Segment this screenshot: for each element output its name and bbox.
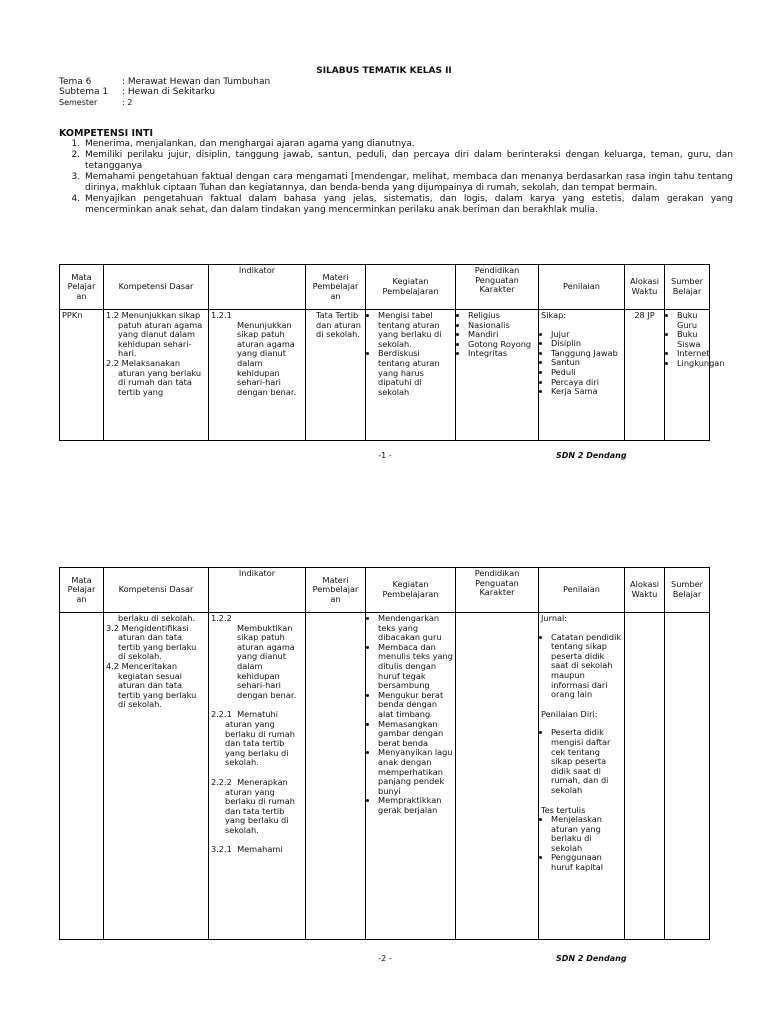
mata-pelajaran-cell: PPKn bbox=[60, 310, 104, 441]
kegiatan-item: • Membaca dan menulis teks yang ditulis dengan huruf tegak bersambung bbox=[378, 643, 453, 691]
kegiatan-cell bbox=[366, 613, 456, 940]
tema-row bbox=[59, 77, 270, 87]
mata-pelajaran-cell bbox=[60, 613, 104, 940]
sumber-item: • Buku Siswa bbox=[677, 330, 707, 349]
karakter-item: • Integritas bbox=[468, 349, 536, 359]
indikator-item bbox=[211, 710, 303, 768]
table-row bbox=[60, 613, 710, 940]
pendidikan-karakter-cell bbox=[456, 310, 539, 441]
kegiatan-item: • Mengisi tabel tentang aturan yang berlaku di sekolah. bbox=[378, 311, 453, 349]
jurnal-item: • Catatan pendidik tentang sikap peserta didik saat di sekolah maupun informasi dari orang lain bbox=[551, 633, 622, 700]
materi-cell bbox=[306, 613, 366, 940]
indikator-item bbox=[211, 778, 303, 836]
tema-label: Tema 6 bbox=[59, 77, 92, 87]
indikator-number: 1.2.2 bbox=[211, 613, 232, 623]
kd-item: 3.2 Mengidentifikasi aturan dan tata tertib yang berlaku di sekolah. bbox=[106, 622, 197, 662]
kegiatan-item: • Mengukur berat benda dengan alat timbang bbox=[378, 691, 453, 720]
indikator-number: 3.2.1 bbox=[211, 844, 232, 855]
materi-cell: Tata Tertib dan aturan di sekolah. bbox=[306, 310, 366, 441]
kompetensi-dasar-cell bbox=[104, 310, 209, 441]
sumber-cell bbox=[665, 310, 725, 441]
col-sumber: Sumber Belajar bbox=[665, 568, 710, 613]
indikator-text: Menerapkan aturan yang berlaku di rumah dan tata tertib yang berlaku di sekolah. bbox=[225, 776, 295, 835]
table-row bbox=[60, 310, 710, 441]
pendidikan-karakter-cell bbox=[456, 613, 539, 940]
syllabus-table-page-1 bbox=[59, 264, 725, 441]
col-penilaian: Penilaian bbox=[539, 265, 625, 310]
kegiatan-item: • Berdiskusi tentang aturan yang harus dipatuhi di sekolah bbox=[378, 349, 453, 397]
penilaian-item: • Tanggung Jawab bbox=[551, 349, 622, 359]
ki-item: 3. Memahami pengetahuan faktual dengan cara mengamati [mendengar, melihat, membaca dan menanya berdasarkan rasa ingin tahu tentang dirinya, makhluk ciptaan Tuhan dan kegiatannya, dan benda-benda yang dijumpainya di rumah, sekolah, dan tempat bermain. bbox=[83, 172, 733, 194]
kd-item: 2.2 Melaksanakan aturan yang berlaku di rumah dan tata tertib yang bbox=[106, 357, 202, 397]
karakter-item: • Mandiri bbox=[468, 330, 536, 340]
col-kompetensi-dasar: Kompetensi Dasar bbox=[104, 568, 209, 613]
col-materi: Materi Pembelajar an bbox=[306, 568, 366, 613]
tes-tertulis-item: • Penggunaan huruf kapital bbox=[551, 853, 622, 872]
indikator-cell bbox=[209, 613, 306, 940]
table-header-row bbox=[60, 568, 710, 613]
indikator-item bbox=[211, 845, 303, 855]
kd-item: 1.2 Menunjukkan sikap patuh aturan agama yang dianut dalam kehidupan sehari-hari. bbox=[106, 310, 203, 359]
tema-value: : Merawat Hewan dan Tumbuhan bbox=[122, 77, 271, 87]
kd-continued: berlaku di sekolah. bbox=[118, 613, 196, 623]
penilaian-item: • Jujur bbox=[551, 330, 622, 340]
col-materi: Materi Pembelajar an bbox=[306, 265, 366, 310]
alokasi-cell: 28 JP bbox=[625, 310, 665, 441]
subtema-label: Subtema 1 bbox=[59, 87, 109, 97]
indikator-text: Menunjukkan sikap patuh aturan agama yang dianut dalam kehidupan sehari-hari dengan benar. bbox=[237, 319, 297, 397]
kegiatan-item: • Mempraktikkan gerak berjalan bbox=[378, 796, 453, 815]
col-kegiatan: Kegiatan Pembelajaran bbox=[366, 568, 456, 613]
indikator-number: 2.2.1 bbox=[211, 709, 232, 720]
ki-item: 2. Memiliki perilaku jujur, disiplin, tanggung jawab, santun, peduli, dan percaya diri dalam berinteraksi dengan keluarga, teman, guru, dan tetangganya bbox=[83, 150, 733, 172]
sumber-item: • Lingkungan bbox=[677, 359, 707, 369]
karakter-item: • Religius bbox=[468, 311, 536, 321]
indikator-number: 2.2.2 bbox=[211, 776, 232, 787]
indikator-text: Membuktikan sikap patuh aturan agama yang dianut dalam kehidupan sehari-hari dengan benar. bbox=[237, 622, 297, 700]
col-alokasi: Alokasi Waktu bbox=[625, 568, 665, 613]
karakter-item: • Nasionalis bbox=[468, 321, 536, 331]
penilaian-heading: Sikap: bbox=[541, 310, 567, 320]
col-pendidikan-karakter: Pendidikan Penguatan Karakter bbox=[456, 265, 539, 310]
indikator-text: Mematuhi aturan yang berlaku di rumah dan tata tertib yang berlaku di sekolah. bbox=[225, 709, 295, 768]
table-header-row bbox=[60, 265, 710, 310]
col-mata-pelajaran: Mata Pelajar an bbox=[60, 265, 104, 310]
col-alokasi: Alokasi Waktu bbox=[625, 265, 665, 310]
indikator-cell bbox=[209, 310, 306, 441]
school-name: SDN 2 Dendang bbox=[556, 451, 627, 460]
karakter-item: • Gotong Royong bbox=[468, 340, 536, 350]
indikator-text: Memahami bbox=[237, 844, 283, 855]
kegiatan-cell bbox=[366, 310, 456, 441]
semester-value: : 2 bbox=[122, 98, 133, 107]
semester-row bbox=[59, 98, 132, 108]
sumber-cell bbox=[665, 613, 710, 940]
penilaian-diri-heading: Penilaian Diri: bbox=[541, 708, 598, 719]
col-indikator: Indikator bbox=[209, 568, 306, 613]
subtema-row bbox=[59, 87, 215, 97]
ki-item: 4. Menyajikan pengetahuan faktual dalam bahasa yang jelas, sistematis, dan logis, dalam karya yang estetis, dalam gerakan yang mencerminkan anak sehat, dan dalam tindakan yang mencerminkan perilaku anak beriman dan berakhlak mulia. bbox=[83, 194, 733, 216]
kegiatan-item: • Mendengarkan teks yang dibacakan guru bbox=[378, 614, 453, 643]
ki-item: 1. Menerima, menjalankan, dan menghargai ajaran agama yang dianutnya. bbox=[83, 139, 733, 150]
kegiatan-item: • Menyanyikan lagu anak dengan memperhatikan panjang pendek bunyi bbox=[378, 748, 453, 796]
sumber-item: • Internet bbox=[677, 349, 707, 359]
kd-item: 4.2 Menceritakan kegiatan sesuai aturan dan tata tertib yang berlaku di sekolah. bbox=[106, 660, 197, 710]
penilaian-item: • Peduli bbox=[551, 368, 622, 378]
semester-label: Semester bbox=[59, 98, 98, 107]
penilaian-item: • Percaya diri bbox=[551, 378, 622, 388]
col-kompetensi-dasar: Kompetensi Dasar bbox=[104, 265, 209, 310]
alokasi-cell bbox=[625, 613, 665, 940]
indikator-number: 1.2.1 bbox=[211, 310, 232, 320]
kompetensi-inti-heading: KOMPETENSI INTI bbox=[59, 128, 154, 139]
penilaian-cell bbox=[539, 613, 625, 940]
kompetensi-inti-list bbox=[59, 139, 733, 216]
penilaian-diri-item: • Peserta didik mengisi daftar cek tentang sikap peserta didik saat di rumah, dan di sekolah bbox=[551, 728, 622, 795]
col-sumber: Sumber Belajar bbox=[665, 265, 710, 310]
jurnal-heading: Jurnal: bbox=[541, 613, 568, 623]
kegiatan-item: • Memasangkan gambar dengan berat benda bbox=[378, 720, 453, 749]
page-number: -2 - bbox=[378, 954, 392, 963]
tes-tertulis-heading: Tes tertulis bbox=[541, 804, 586, 815]
page-number: -1 - bbox=[378, 451, 392, 460]
penilaian-cell bbox=[539, 310, 625, 441]
kompetensi-dasar-cell bbox=[104, 613, 209, 940]
subtema-value: : Hewan di Sekitarku bbox=[122, 87, 216, 97]
school-name: SDN 2 Dendang bbox=[556, 954, 627, 963]
syllabus-table-page-2 bbox=[59, 567, 710, 940]
document-title: SILABUS TEMATIK KELAS II bbox=[316, 66, 452, 76]
penilaian-item: • Disiplin bbox=[551, 339, 622, 349]
col-indikator: Indikator bbox=[209, 265, 306, 310]
col-pendidikan-karakter: Pendidikan Penguatan Karakter bbox=[456, 568, 539, 613]
col-mata-pelajaran: Mata Pelajar an bbox=[60, 568, 104, 613]
penilaian-item: • Santun bbox=[551, 358, 622, 368]
col-kegiatan: Kegiatan Pembelajaran bbox=[366, 265, 456, 310]
sumber-item: • Buku Guru bbox=[677, 311, 707, 330]
penilaian-item: • Kerja Sama bbox=[551, 387, 622, 397]
col-penilaian: Penilaian bbox=[539, 568, 625, 613]
tes-tertulis-item: • Menjelaskan aturan yang berlaku di sekolah bbox=[551, 815, 622, 853]
